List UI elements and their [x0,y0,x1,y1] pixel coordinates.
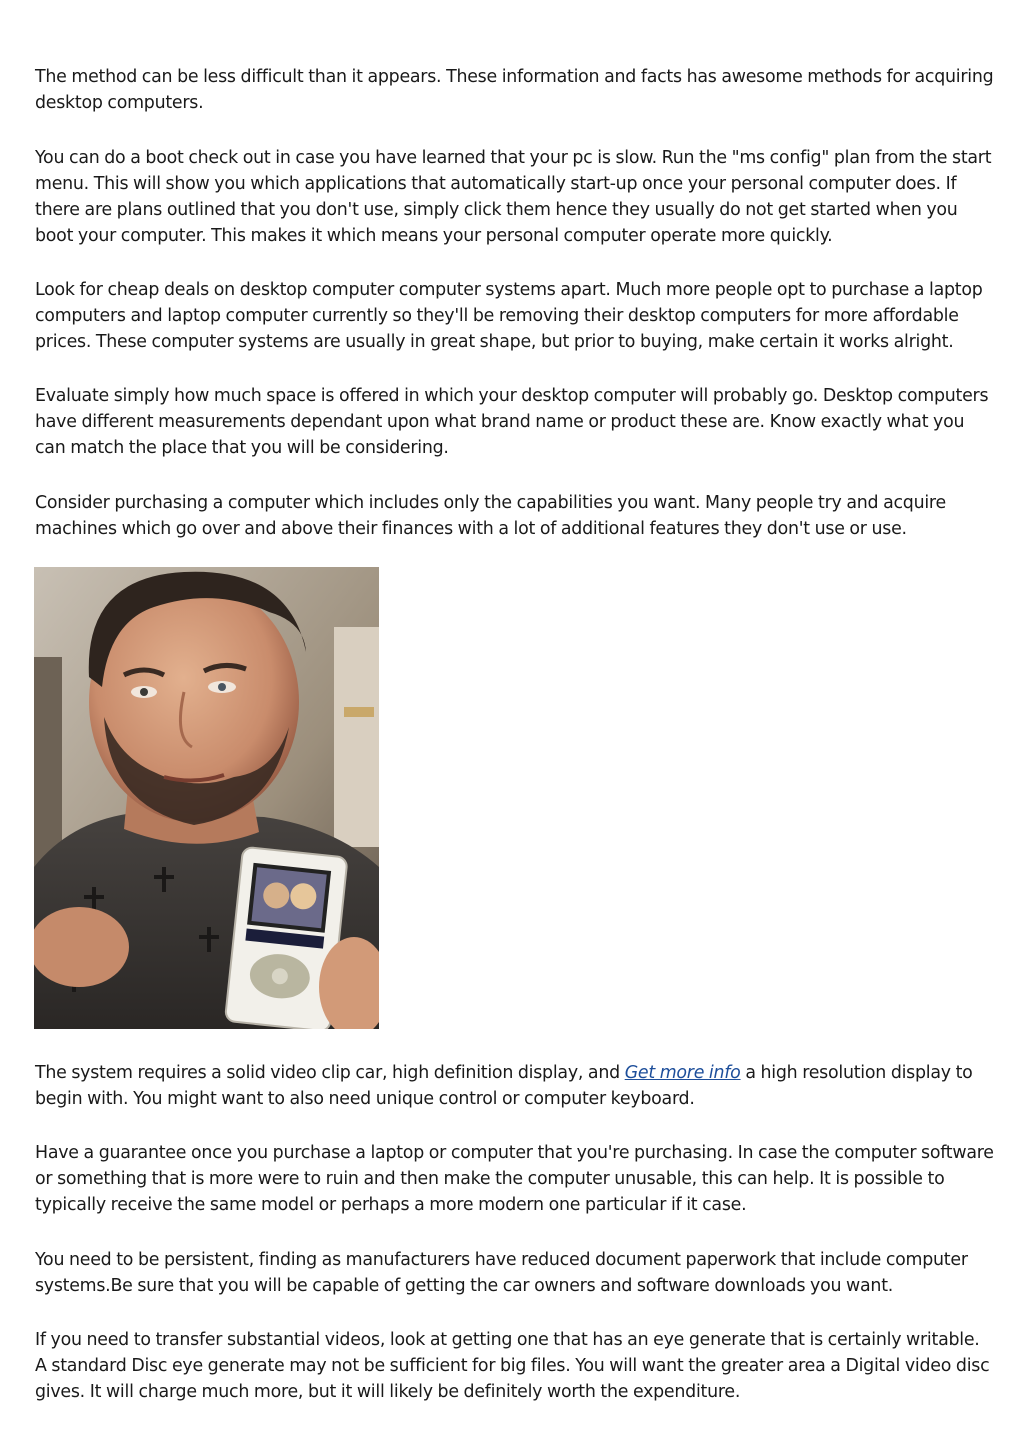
paragraph-persistent: You need to be persistent, finding as manufacturers have reduced document paperwork that include computer systems.Be sure that you will be capable of getting the car owners and software downloads you want. [35,1250,968,1296]
paragraph-capabilities: Consider purchasing a computer which includes only the capabilities you want. Many people try and acquire machines which go over and above their finances with a lot of additional features they don't use or use. [35,493,946,539]
paragraph-text-before-link: The system requires a solid video clip car, high definition display, and [35,1063,625,1083]
paragraph-boot-check: You can do a boot check out in case you have learned that your pc is slow. Run the "ms config" plan from the start menu. This will show you which applications that automatically start-up once your personal computer does. If there are plans outlined that you don't use, simply click them hence they usually do not get started when you boot your computer. This makes it which means your personal computer operate more quickly. [35,148,992,246]
paragraph-space: Evaluate simply how much space is offered in which your desktop computer will probably go. Desktop computers have different measurements dependant upon what brand name or product these are. Know exactly what you can match the place that you will be considering. [35,386,989,458]
paragraph-cheap-deals: Look for cheap deals on desktop computer computer systems apart. Much more people opt to purchase a laptop computers and laptop computer currently so they'll be removing their desktop computers for more affordable prices. These computer systems are usually in great shape, but prior to buying, make certain it works alright. [35,280,983,352]
get-more-info-link[interactable]: Get more info [624,1063,741,1083]
photo-man-with-media-player [34,567,379,1029]
paragraph-guarantee: Have a guarantee once you purchase a laptop or computer that you're purchasing. In case the computer software or something that is more were to ruin and then make the computer unusable, this can help. It is possible to typically receive the same model or perhaps a more modern one particular if it case. [35,1143,994,1215]
paragraph-intro: The method can be less difficult than it appears. These information and facts has awesome methods for acquiring desktop computers. [35,67,994,113]
paragraph-text-after-link: a high resolution display to begin with. You might want to also need unique control or computer keyboard. [35,1063,973,1109]
paragraph-video-requirements [35,1060,995,1112]
paragraph-transfer-videos: If you need to transfer substantial videos, look at getting one that has an eye generate that is certainly writable. A standard Disc eye generate may not be sufficient for big files. You will want the greater area a Digital video disc gives. It will charge much more, but it will likely be definitely worth the expenditure. [35,1330,990,1402]
